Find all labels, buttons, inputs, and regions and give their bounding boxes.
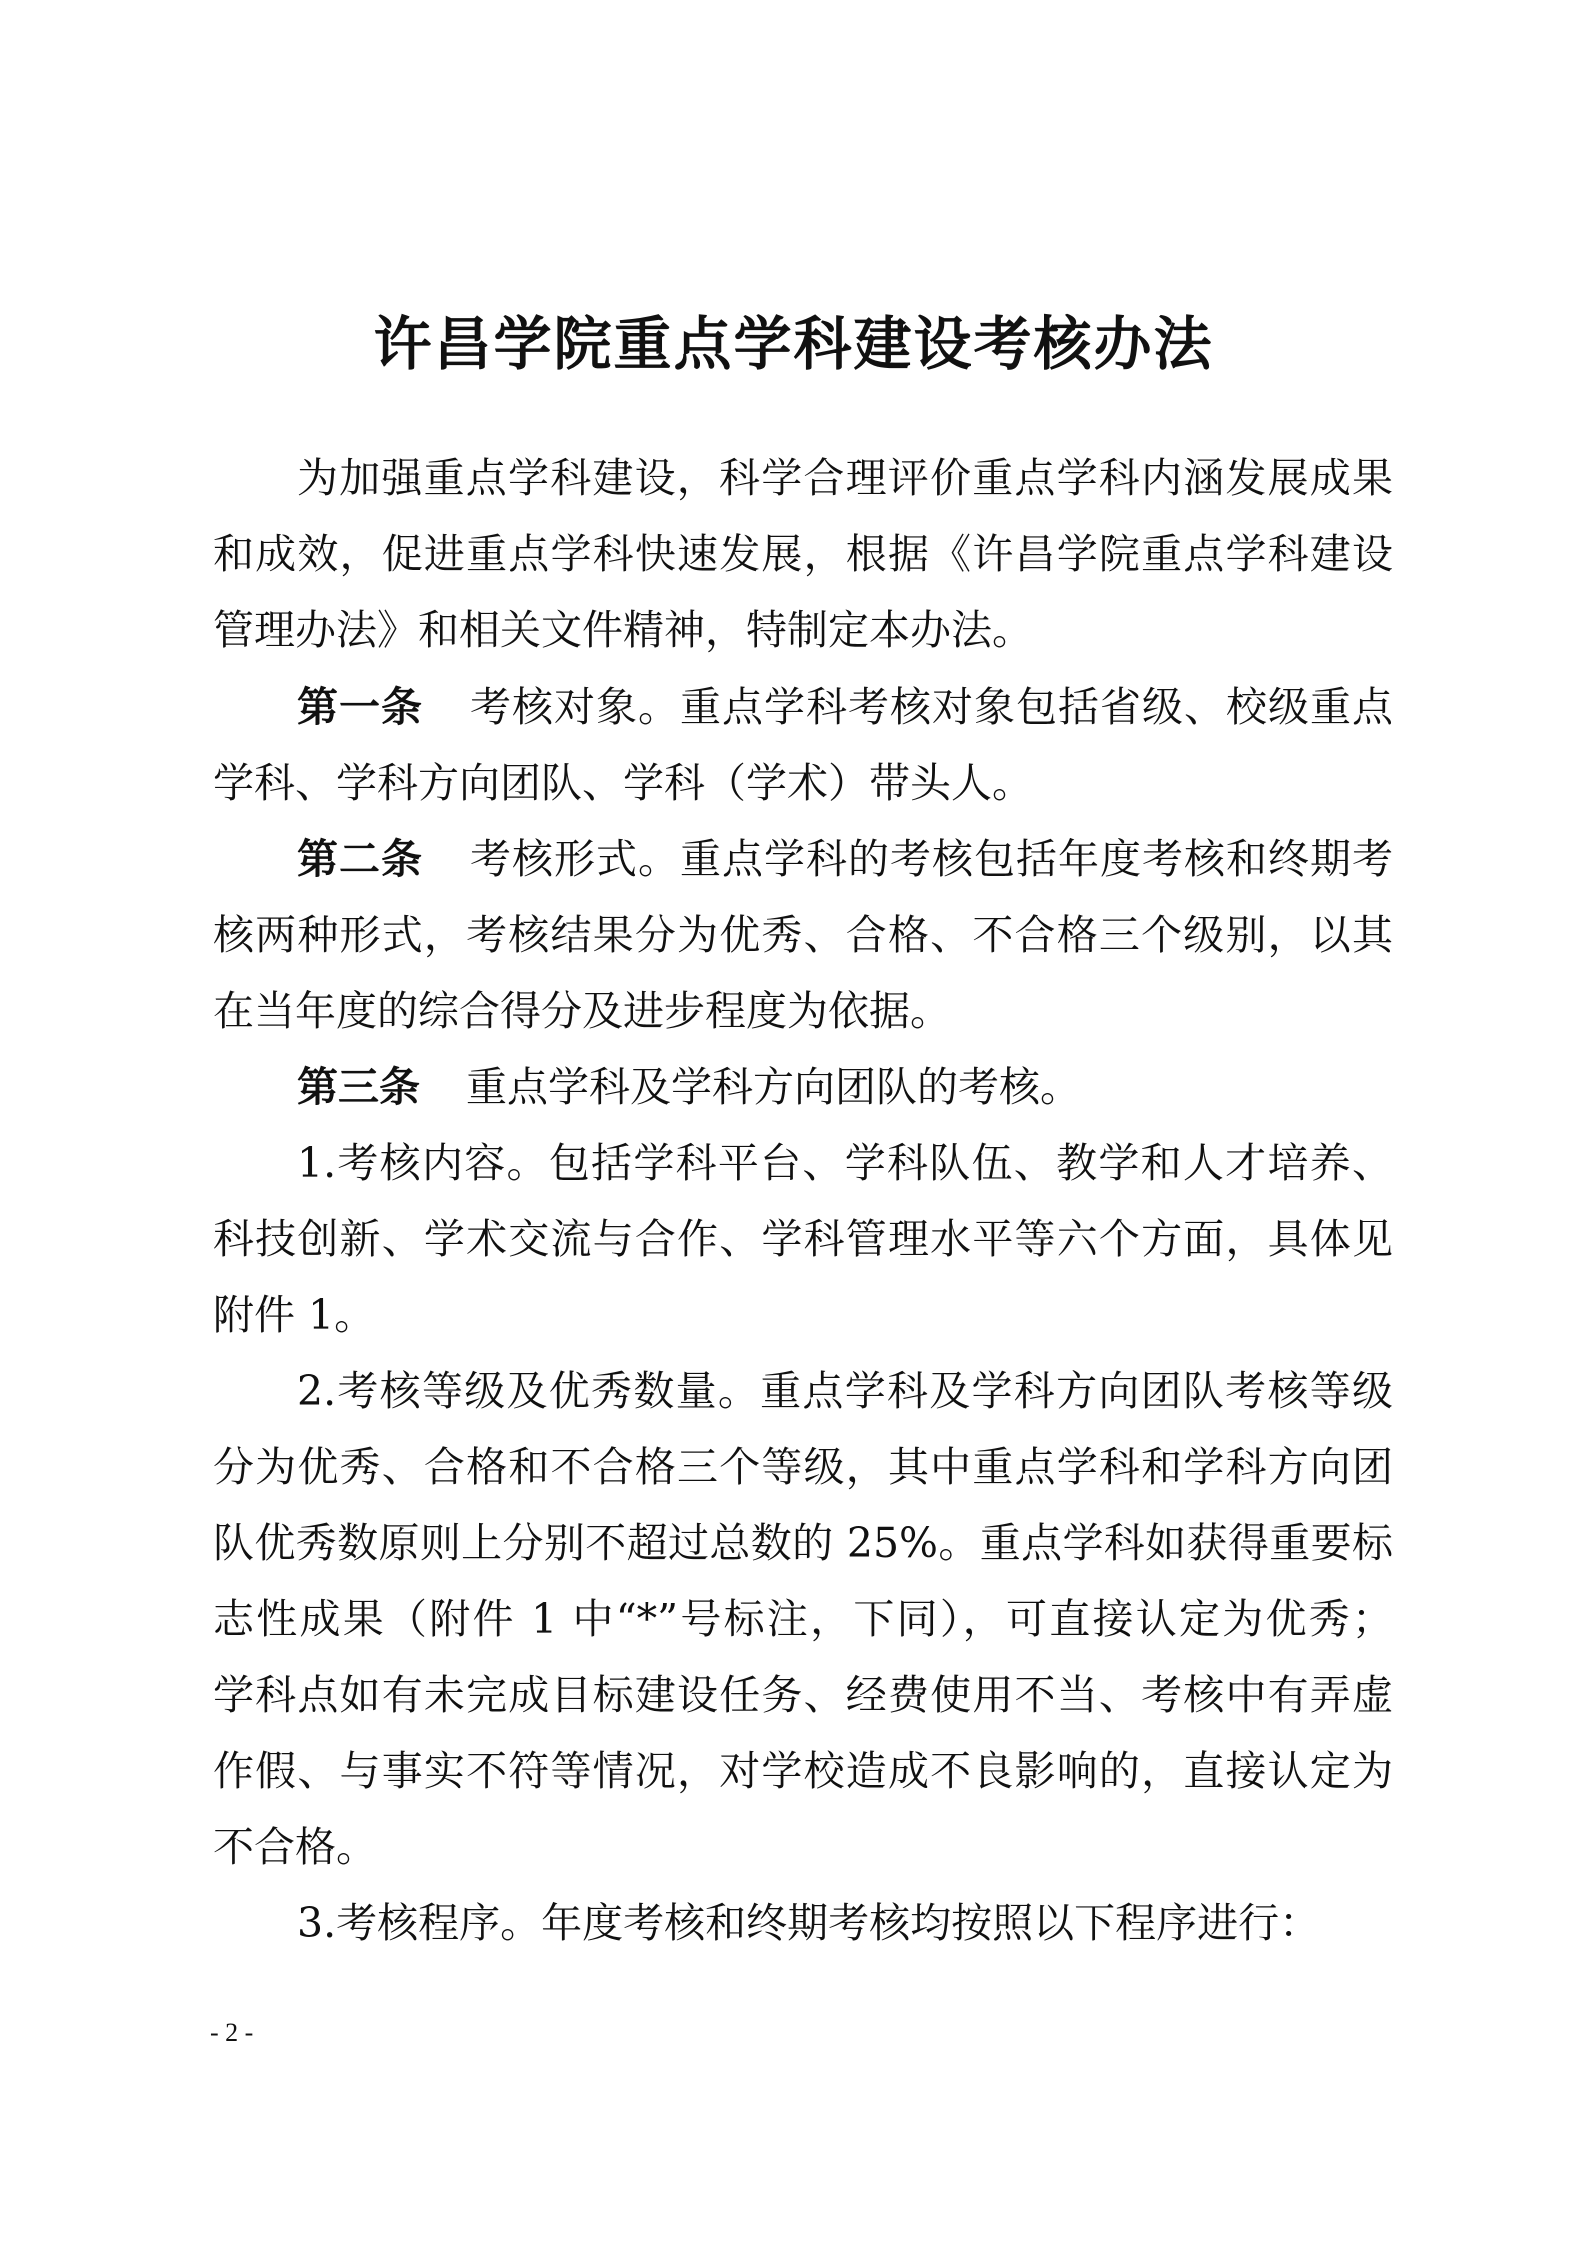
item-2-line-7: 不合格。 [213,1823,377,1871]
article-3-label: 第三条 [297,1063,420,1111]
item-2-line-4: 志性成果（附件 1 中“*”号标注，下同），可直接认定为优秀； [213,1595,1393,1643]
item-1-line-1: 1.考核内容。包括学科平台、学科队伍、教学和人才培养、 [297,1139,1393,1187]
article-2-label: 第二条 [297,835,423,883]
item-2-line-2: 分为优秀、合格和不合格三个等级，其中重点学科和学科方向团 [213,1443,1393,1491]
item-2-line-1: 2.考核等级及优秀数量。重点学科及学科方向团队考核等级 [297,1367,1393,1415]
article-1-text: 考核对象。重点学科考核对象包括省级、校级重点 [469,683,1393,731]
article-2-line-3: 在当年度的综合得分及进步程度为依据。 [213,987,951,1035]
intro-line-2: 和成效，促进重点学科快速发展，根据《许昌学院重点学科建设 [213,530,1393,578]
item-2-line-6: 作假、与事实不符等情况，对学校造成不良影响的，直接认定为 [213,1747,1393,1795]
item-1-line-2: 科技创新、学术交流与合作、学科管理水平等六个方面，具体见 [213,1215,1393,1263]
document-title: 许昌学院重点学科建设考核办法 [373,309,1214,378]
article-2-line-2: 核两种形式，考核结果分为优秀、合格、不合格三个级别，以其 [213,911,1393,959]
item-3-line-1: 3.考核程序。年度考核和终期考核均按照以下程序进行： [297,1899,1321,1947]
article-3-text: 重点学科及学科方向团队的考核。 [466,1063,1081,1111]
item-1-line-3: 附件 1。 [213,1291,376,1339]
item-2-line-3: 队优秀数原则上分别不超过总数的 25%。重点学科如获得重要标 [213,1519,1393,1567]
article-2-line-1 [297,831,1393,887]
article-1-label: 第一条 [297,683,423,731]
page-number: - 2 - [210,2018,254,2047]
item-2-line-5: 学科点如有未完成目标建设任务、经费使用不当、考核中有弄虚 [213,1671,1393,1719]
intro-line-3: 管理办法》和相关文件精神，特制定本办法。 [213,606,1033,654]
intro-line-1: 为加强重点学科建设，科学合理评价重点学科内涵发展成果 [297,454,1393,502]
article-1-line-1 [297,679,1393,735]
article-1-line-2: 学科、学科方向团队、学科（学术）带头人。 [213,759,1033,807]
article-2-text: 考核形式。重点学科的考核包括年度考核和终期考 [469,835,1393,883]
article-3-line-1 [297,1059,1393,1115]
